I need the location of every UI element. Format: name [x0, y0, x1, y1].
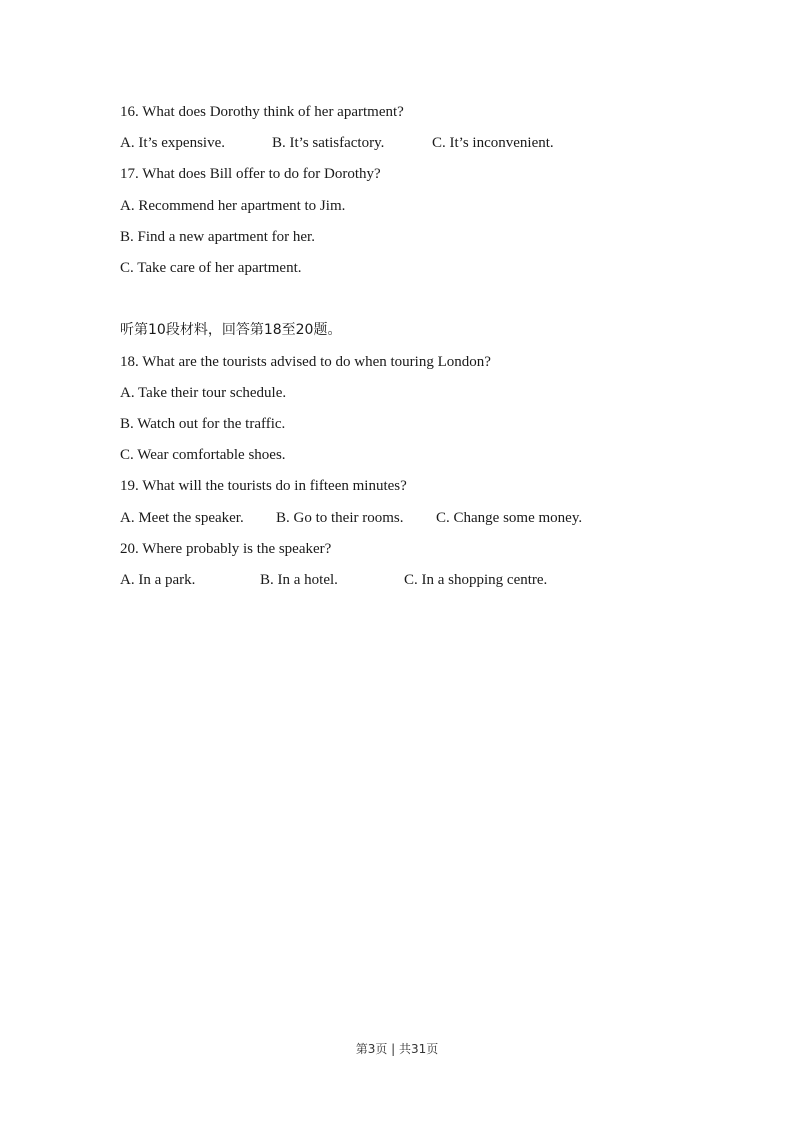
- q18-option-b: B. Watch out for the traffic.: [120, 416, 286, 432]
- q19-option-a: A. Meet the speaker.: [120, 510, 244, 526]
- q18-option-a: A. Take their tour schedule.: [120, 385, 287, 401]
- question-16: 16. What does Dorothy think of her apartment?: [120, 104, 404, 120]
- q17-option-a: A. Recommend her apartment to Jim.: [120, 198, 346, 214]
- q19-option-b: B. Go to their rooms.: [276, 510, 404, 526]
- question-18: 18. What are the tourists advised to do when touring London?: [120, 354, 491, 370]
- q16-option-b: B. It’s satisfactory.: [272, 135, 385, 151]
- q19-option-c: C. Change some money.: [436, 510, 583, 526]
- q20-option-a: A. In a park.: [120, 572, 196, 588]
- q16-option-c: C. It’s inconvenient.: [432, 135, 554, 151]
- q16-option-a: A. It’s expensive.: [120, 135, 225, 151]
- q17-option-c: C. Take care of her apartment.: [120, 260, 302, 276]
- question-19-options: [120, 508, 680, 528]
- section-10-instruction: 听第10段材料，回答第18至20题。: [120, 322, 342, 338]
- page-number-footer: 第3页 | 共31页: [355, 1042, 439, 1056]
- q20-option-b: B. In a hotel.: [260, 572, 338, 588]
- q18-option-c: C. Wear comfortable shoes.: [120, 447, 286, 463]
- question-20: 20. Where probably is the speaker?: [120, 541, 332, 557]
- q17-option-b: B. Find a new apartment for her.: [120, 229, 315, 245]
- question-20-options: [120, 570, 680, 590]
- question-17: 17. What does Bill offer to do for Dorothy?: [120, 166, 381, 182]
- question-16-options: [120, 133, 680, 153]
- question-19: 19. What will the tourists do in fifteen minutes?: [120, 478, 407, 494]
- q20-option-c: C. In a shopping centre.: [404, 572, 548, 588]
